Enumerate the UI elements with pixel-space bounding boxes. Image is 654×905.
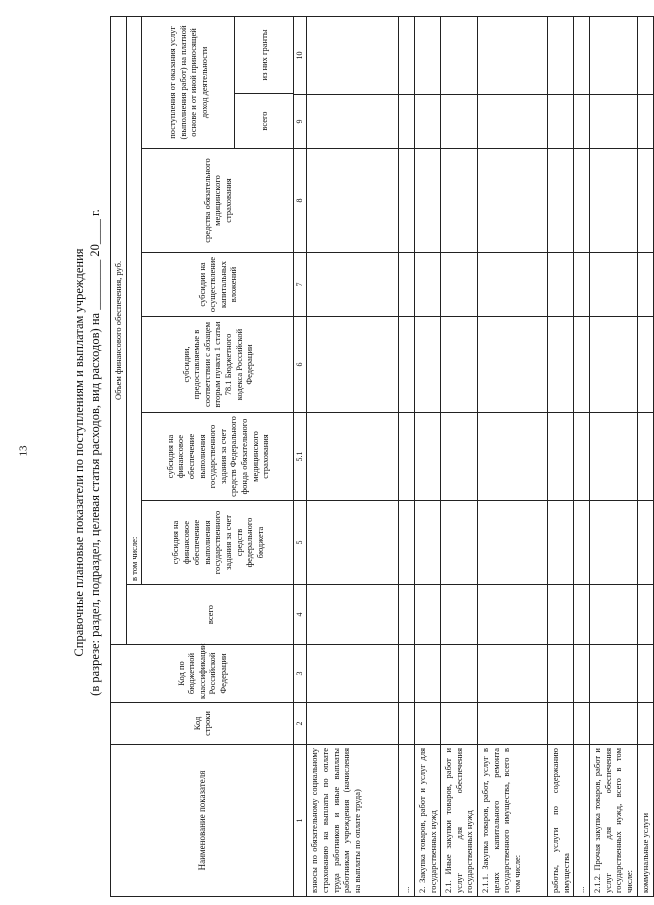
col-number: 4	[294, 585, 307, 645]
header-col-5-1: субсидия на финансовое обеспечение выполнения государственного задания за счет средств Федерального фонда обязательного медицинского страхования	[142, 413, 294, 501]
document-subtitle: (в разрезе: раздел, подраздел, целевая статья расходов, вид расходов) на ________ 20____ г.	[88, 209, 102, 696]
col-number: 7	[294, 253, 307, 317]
col-number: 1	[294, 745, 307, 897]
col-number: 9	[294, 95, 307, 149]
table-row	[399, 16, 415, 896]
header-col-7: субсидии на осуществление капитальных вложений	[142, 253, 294, 317]
header-paid: поступления от оказания услуг (выполнения работ) на платной основе и от иной приносящей доход деятельности	[142, 17, 235, 148]
document-title: Справочные плановые показатели по поступлениям и выплатам учреждения	[72, 248, 86, 657]
header-col-5: субсидия на финансовое обеспечение выполнения государственного задания за счет средств федерального бюджета	[142, 501, 294, 585]
row-label: ...	[399, 745, 415, 897]
table-row	[478, 16, 548, 896]
header-row-code: Код строки	[111, 703, 294, 745]
column-numbers-row	[294, 16, 307, 896]
col-number: 6	[294, 317, 307, 413]
col-number: 5.1	[294, 413, 307, 501]
table-row	[307, 16, 399, 896]
indicators-table	[110, 16, 654, 897]
row-label: 2.1. Иные закупки товаров, работ и услуг для обеспечения государственных нужд	[441, 745, 478, 897]
header-funding: Объем финансового обеспечения, руб.	[111, 16, 127, 644]
row-label: 2. Закупка товаров, работ и услуг для государственных нужд	[414, 745, 440, 897]
row-label: работы, услуги по содержанию имущества	[548, 745, 574, 897]
header-budget-code: Код по бюджетной классификации Российской Федерации	[111, 645, 294, 703]
header-paid-group	[142, 16, 294, 148]
table-row	[589, 16, 637, 896]
header-including: в том числе:	[126, 16, 142, 584]
table-row	[637, 16, 653, 896]
table-row	[441, 16, 478, 896]
col-number: 10	[294, 16, 307, 94]
page-number: 13	[17, 445, 30, 457]
col-number: 8	[294, 149, 307, 253]
col-number: 5	[294, 501, 307, 585]
row-label: 2.1.2. Прочая закупка товаров, работ и услуг для обеспечения государственных нужд, всего в том числе:	[589, 745, 637, 897]
table-row	[548, 16, 574, 896]
col-number: 2	[294, 703, 307, 745]
row-label: 2.1.1. Закупка товаров, работ, услуг в целях капитального ремонта государственного имущества, всего в том числе:	[478, 745, 548, 897]
header-name: Наименование показателя	[111, 745, 294, 897]
header-col-8: средства обязательного медицинского страхования	[142, 149, 294, 253]
table-row	[574, 16, 590, 896]
header-col-6: субсидии, предоставляемые в соответствии с абзацем вторым пункта 1 статьи 78.1 Бюджетного кодекса Российской Федерации	[142, 317, 294, 413]
header-paid-total: всего	[235, 93, 293, 148]
header-paid-grants: из них гранты	[258, 29, 269, 81]
row-label: взносы по обязательному социальному страхованию на выплаты по оплате труда работников и иные выплаты работникам учреждения (начисления на выплаты по оплате труда)	[307, 745, 399, 897]
table-row	[414, 16, 440, 896]
row-label: ...	[574, 745, 590, 897]
row-label: коммунальные услуги	[637, 745, 653, 897]
header-total: всего	[126, 585, 294, 645]
col-number: 3	[294, 645, 307, 703]
